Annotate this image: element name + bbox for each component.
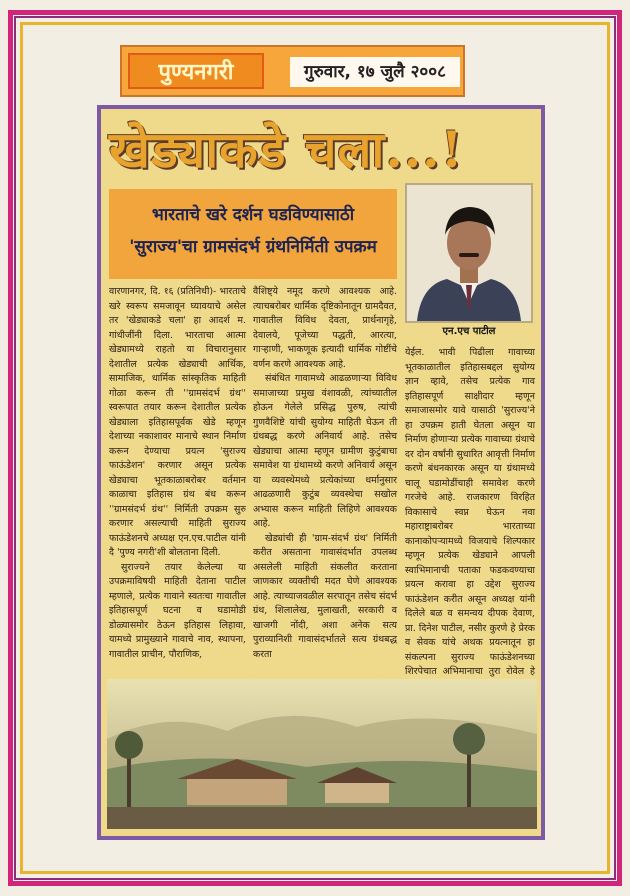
- article-headline: खेड्याकडे चला...!: [109, 120, 464, 179]
- column-3-paragraph-1: येईल. भावी पिढीला गावाच्या भूतकाळातील इतिहासबद्दल सुयोग्य ज्ञान व्हावे, तसेच प्रत्येक गाव इतिहासपूर्ण साक्षीदार म्हणून समाजासमोर यावे यासाठी 'सुराज्य'ने हा उपक्रम हाती घेतला असून या निर्माण होणाऱ्या प्रत्येक गावाच्या ग्रंथाचे दर दोन वर्षांनी सुधारित आवृत्ती निर्माण करणे बंधनकारक असून या ग्रंथामध्ये चालू घडामोडींचाही समावेश करणे गरजेचे आहे. राजकारण विरहित विकासाचे स्वप्न घेऊन नवा महाराष्ट्राबरोबर भारताच्या कानाकोपऱ्यामध्ये विजयाचे शिल्पकार म्हणून प्रत्येक खेड्याने आपली स्वाभिमानाची पताका फडकवण्याचा प्रयत्न करावा हा उद्देश सुराज्य फाऊंडेशन करीत असून अध्यक्ष यांनी दिलेले बळ व समन्वय दीपक देवाण, प्रा. दिनेश पाटील, नसीर कुरणे हे प्रेरक व सेवक यांचे अथक प्रयत्नातून हा संकल्पना सुराज्य फाऊंडेशनच्या शिरपेचात अभिमानाचा तुरा रोवेल हे: [405, 347, 535, 677]
- village-illustration: [107, 679, 537, 829]
- article-column-3: [405, 346, 535, 694]
- subhead-line-2: 'सुराज्य'चा ग्रामसंदर्भ ग्रंथनिर्मिती उपक्रम: [129, 237, 377, 257]
- newspaper-logo: पुण्यनगरी: [128, 53, 264, 89]
- subhead-line-1: भारताचे खरे दर्शन घडविण्यासाठी: [151, 205, 355, 225]
- publication-date: गुरुवार, १७ जुलै २००८: [290, 57, 460, 87]
- column-2-paragraph-1: वैशिष्ट्ये नमूद करणे आवश्यक आहे. त्याचबरोबर धार्मिक दृष्टिकोनातून ग्रामदैवत, गावातील विविध देवता, प्रार्थनागृहे, देवालये, पूजेच्या पद्धती, आरत्या, गाऱ्हाणी, भाकणूक इत्यादी धार्मिक गोष्टींचे वर्णन करणे आवश्यक आहे.: [253, 286, 397, 370]
- village-scene-image: [107, 679, 537, 829]
- article-clipping: [97, 105, 545, 840]
- portrait-photo: [405, 183, 533, 323]
- article-subhead: [109, 189, 397, 279]
- column-1-paragraph-1: वारणानगर, दि. १६ (प्रतिनिधी)- भारताचे खरे स्वरूप समजावून घ्यावयाचे असेल तर 'खेड्याकडे चला' हा आदर्श म. गांधीजींनी दिला. भारताचा आत्मा खेड्यामध्ये राहतो या विचारानुसार देशातील प्रत्येक खेड्याची आर्थिक, सामाजिक, धार्मिक सांस्कृतिक माहिती गोळा करून ती ''ग्रामसंदर्भ ग्रंथ'' स्वरूपात तयार करून देशातील प्रत्येक खेड्याला इतिहासपूर्वक खेडे म्हणून देशाच्या नकाशावर मानाचे स्थान निर्माण करून देण्याचा प्रयत्न 'सुराज्य फाऊंडेशन' करणार असून प्रत्येक खेड्याचा भूतकाळाबरोबर वर्तमान काळाचा इतिहास ग्रंथ बंध करून ''ग्रामसंदर्भ ग्रंथ'' निर्मिती उपक्रम सुरु करणार असल्याची माहिती सुराज्य फाऊंडेशनचे अध्यक्ष एन.एच.पाटील यांनी दै 'पुण्य नगरी'शी बोलताना दिली.: [109, 286, 246, 558]
- column-2-paragraph-2: संबंधित गावामध्ये आढळणाऱ्या विविध समाजाच्या प्रमुख वंशावळी, त्यांच्यातील होऊन गेलेले प्रसिद्ध पुरुष, त्यांची गुणवैशिष्टे यांची सुयोग्य माहिती घेऊन ती ग्रंथबद्ध करणे अनिवार्य आहे. तसेच खेड्याचा आत्मा म्हणून ग्रामीण कुटुंबाचा समावेश या ग्रंथामध्ये करणे अनिवार्य असून या व्यवस्थेमध्ये प्रत्येकांच्या धर्मानुसार आढळणारी कुटुंब व्यवस्थेचा सखोल अभ्यास करून माहिती लिहिणे आवश्यक आहे.: [253, 373, 397, 529]
- column-1-paragraph-2: सुराज्यने तयार केलेल्या या उपक्रमाविषयी माहिती देताना पाटील म्हणाले, प्रत्येक गावाने स्वतःचा गावातील इतिहासपूर्ण घटना व घडामोडी डोळ्यासमोर ठेऊन इतिहास लिहावा, यामध्ये प्रामुख्याने गावाचे नाव, स्थापना, गावातील प्राचीन, पौराणिक,: [109, 561, 246, 660]
- article-column-1: [109, 285, 246, 662]
- article-column-2: [253, 285, 397, 662]
- column-2-paragraph-3: खेड्यांची ही 'ग्राम-संदर्भ ग्रंथ' निर्मिती करीत असताना गावासंदर्भात उपलब्ध असलेली माहिती संकलीत करताना जाणकार व्यक्तीची मदत घेणे आवश्यक आहे. त्याच्याजवळील सरपातून तसेच संदर्भ ग्रंथ, शिलालेख, मुलाखती, सरकारी व खाजगी नोंदी, अशा अनेक सत्य पुराव्यानिशी गावासंदर्भातले सत्य ग्रंथबद्ध करता: [253, 532, 397, 660]
- portrait-image: [407, 185, 531, 321]
- newspaper-masthead: [120, 45, 465, 97]
- photo-caption: एन.एच पाटील: [442, 326, 496, 337]
